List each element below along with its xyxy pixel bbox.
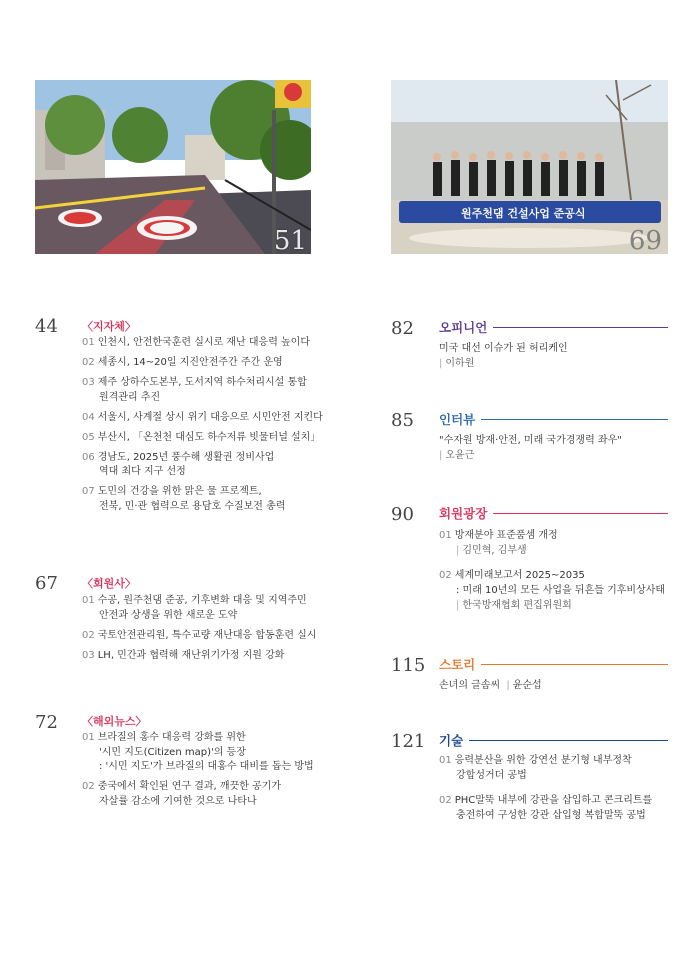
photo-page-number: 69 <box>628 226 662 254</box>
section-heading[interactable] <box>439 655 668 673</box>
article-entry[interactable]: 미국 대선 이슈가 된 허리케인 | 이하원 <box>439 343 568 369</box>
list-item[interactable]: 01 인천시, 안전한국훈련 실시로 재난 대응력 높이다 <box>82 337 311 348</box>
section-heading[interactable] <box>439 410 668 428</box>
section-page-number: 115 <box>391 655 426 676</box>
photo-page-number: 51 <box>273 226 307 254</box>
section-page-number: 67 <box>35 573 58 594</box>
section-label: 〈해외뉴스〉 <box>82 715 147 728</box>
section-label: 〈회원사〉 <box>82 577 136 590</box>
section-divider <box>481 664 668 665</box>
list-item[interactable]: 07 도민의 건강을 위한 맑은 물 프로젝트, 전북, 민·관 협력으로 용담호 수질보전 총력 <box>82 486 286 512</box>
section-page-number: 121 <box>391 731 426 752</box>
section-heading[interactable] <box>439 504 668 522</box>
article-entry[interactable]: 01 응력분산을 위한 강연선 분기형 내부정착 강합성거더 공법 <box>439 755 632 781</box>
section-title: 회원광장 <box>439 506 488 521</box>
item-list <box>82 336 342 520</box>
article-entry[interactable]: 02 PHC말뚝 내부에 강관을 삽입하고 콘크리트를 충전하여 구성한 강관 삽입형 복합말뚝 공법 <box>439 795 653 821</box>
list-item[interactable]: 05 부산시, 「온천천 대심도 하수저류 빗물터널 설치」 <box>82 431 321 443</box>
article-entry[interactable]: 손녀의 글솜씨 | 윤순섭 <box>439 680 542 691</box>
list-item[interactable]: 02 중국에서 확인된 연구 결과, 깨끗한 공기가 자살률 감소에 기여한 것으로 나타나 <box>82 781 282 807</box>
article-author: 이하원 <box>445 358 475 369</box>
section-page-number: 44 <box>35 316 58 337</box>
ceremony-banner-text: 원주천댐 건설사업 준공식 <box>461 207 586 220</box>
list-item[interactable]: 02 세종시, 14~20일 지진안전주간 주간 운영 <box>82 357 283 368</box>
item-list <box>82 594 342 669</box>
road-photo <box>35 80 311 254</box>
section-divider <box>493 327 668 328</box>
section-divider <box>469 740 668 741</box>
list-item[interactable]: 03 LH, 민간과 협력해 재난위기가정 지원 강화 <box>82 649 285 661</box>
article-entry[interactable]: 02 세계미래보고서 2025~2035 : 미래 10년의 모든 사업을 뒤흔들 기후비상사태 | 한국방재협회 편집위원회 <box>439 570 666 611</box>
section-heading[interactable] <box>439 731 668 749</box>
section-page-number: 82 <box>391 318 414 339</box>
list-item[interactable]: 02 국토안전관리원, 특수교량 재난대응 합동훈련 실시 <box>82 629 317 641</box>
list-item[interactable]: 01 수공, 원주천댐 준공, 기후변화 대응 및 지역주민 안전과 상생을 위한 새로운 도약 <box>82 595 307 621</box>
list-item[interactable]: 06 경남도, 2025년 풍수해 생활권 정비사업 역대 최다 지구 선정 <box>82 451 275 477</box>
ceremony-photo <box>391 80 668 254</box>
list-item[interactable]: 03 제주 상하수도본부, 도서지역 하수처리시설 통합 원격관리 추진 <box>82 377 307 403</box>
section-page-number: 72 <box>35 712 58 733</box>
section-divider <box>493 513 668 514</box>
section-title: 인터뷰 <box>439 412 476 427</box>
article-author: 윤순섭 <box>512 680 542 691</box>
article-author: 한국방재협회 편집위원회 <box>462 600 572 611</box>
section-title: 기술 <box>439 733 464 748</box>
article-author: 김민혁, 김부생 <box>462 545 527 556</box>
section-title: 오피니언 <box>439 320 488 335</box>
article-entry[interactable]: 01 방재분야 표준품셈 개정 | 김민혁, 김부생 <box>439 530 558 556</box>
list-item[interactable]: 04 서울시, 사계절 상시 위기 대응으로 시민안전 지킨다 <box>82 411 323 423</box>
section-label: 〈지자체〉 <box>82 320 136 333</box>
list-item[interactable]: 01 브라질의 홍수 대응력 강화를 위한 '시민 지도(Citizen map)'의 등장 : '시민 지도'가 브라질의 대홍수 대비를 돕는 방법 <box>82 732 314 772</box>
item-list <box>82 731 342 815</box>
section-title: 스토리 <box>439 657 476 672</box>
section-page-number: 85 <box>391 410 414 431</box>
article-entry[interactable]: "수자원 방재·안전, 미래 국가경쟁력 좌우" | 오윤근 <box>439 435 622 461</box>
section-page-number: 90 <box>391 504 414 525</box>
article-author: 오윤근 <box>445 450 475 461</box>
section-divider <box>481 419 668 420</box>
section-heading[interactable] <box>439 318 668 336</box>
